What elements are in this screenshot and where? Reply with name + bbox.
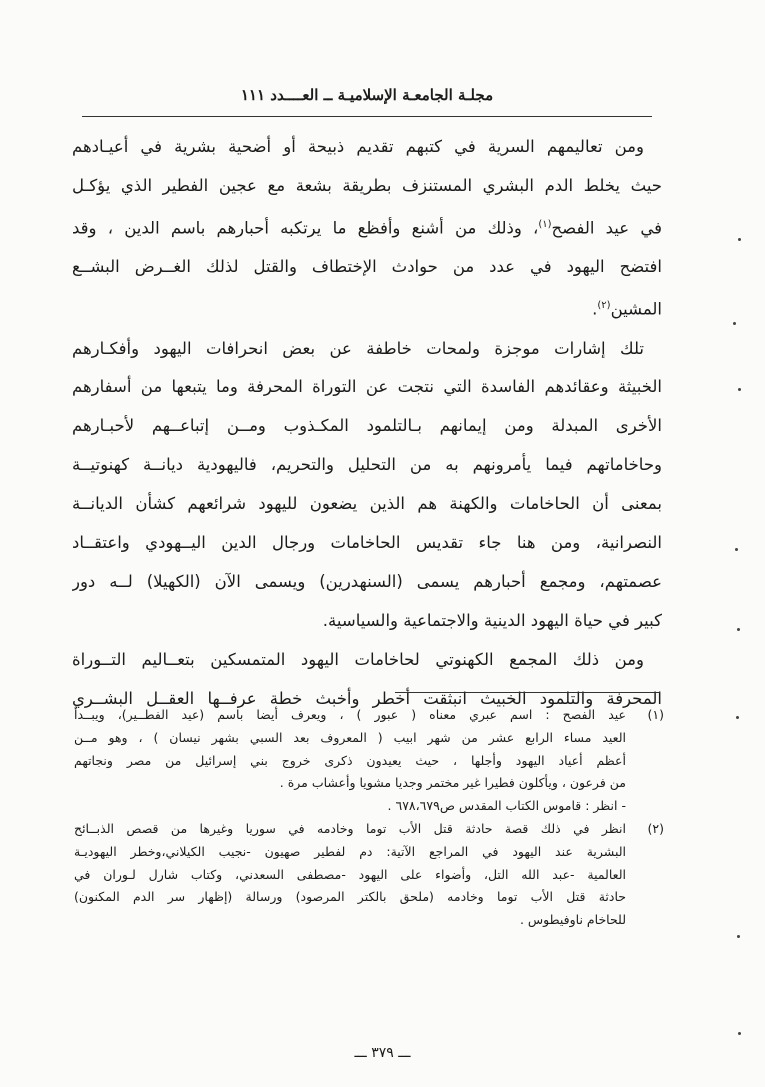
running-header: مجلـة الجامعـة الإسلاميـة ــ العــــدد ١١١	[240, 86, 494, 104]
footnote-ref: (١)	[538, 218, 552, 230]
footnote-1	[74, 704, 664, 818]
text-line: ومن ذلك المجمع الكهنوتي لحاخامات اليهود المتمسكين بتعــاليم التــوراة	[72, 649, 644, 669]
footnote-line: العالمية -عبد الله التل، وأضواء على اليهود -مصطفى السعدني، وكتاب شارل لـوران في	[74, 866, 626, 882]
scan-speck	[738, 238, 741, 241]
footnote-line: من فرعون ، ويأكلون فطيرا غير مختمر وجديا مشويا وأعشاب مرة .	[279, 775, 626, 791]
scan-speck	[733, 322, 736, 325]
text-line: وحاخاماتهم فيما يأمرونهم به من التحليل والتحريم، فاليهودية ديانــة كهنوتيــة	[72, 455, 662, 475]
text-line: الأخرى المبدلة ومن إيمانهم بـالتلمود المكـذوب ومــن إتباعــهم لأحبـارهم	[72, 416, 662, 436]
footnote-line: العيد مساء الرابع عشر من شهر ابيب ( المعروف بعد السبي بشهر نيسان ) ، وهو مــن	[74, 729, 626, 745]
text-line: المحرفة والتلمود الخبيث انبثقت أخطر وأخبث خطة عرفــها العقــل البشــري	[72, 688, 662, 708]
text-line: عصمتهم، ومجمع أحبارهم يسمى (السنهدرين) ويسمى الآن (الكهيلا) لــه دور	[72, 571, 662, 591]
text-line: تلك إشارات موجزة ولمحات خاطفة عن بعض انحرافات اليهود وأفكـارهم	[72, 338, 644, 358]
scan-speck	[735, 548, 738, 551]
page-number: ـــ ٣٧٩ ـــ	[354, 1045, 411, 1061]
footnote-line: حادثة قتل الأب توما وخادمه (ملحق بالكتر المرصود) ورسالة (إظهار سر الدم المكنون)	[74, 889, 626, 905]
header-rule	[82, 116, 652, 117]
footnote-ref: (٢)	[597, 300, 611, 312]
footnote-line: أعظم أعياد اليهود وأجلها ، حيث يعيدون ذكرى خروج بني إسرائيل من مصر ونجاتهم	[74, 752, 626, 768]
text-line: حيث يخلط الدم البشري المستنزف بطريقة بشعة مع عجين الفطير الذي يؤكـل	[72, 175, 662, 195]
footnote-line: عيد الفصح : اسم عبري معناه ( عبور ) ، ويعرف أيضا باسم (عيد الفطــير)، ويبــدأ	[74, 707, 626, 722]
footnote-line: - انظر : قاموس الكتاب المقدس ص٦٧٨،٦٧٩ .	[387, 798, 626, 814]
scan-speck	[736, 716, 739, 719]
footnote-number: (١)	[647, 707, 664, 722]
paragraph-1	[72, 128, 662, 330]
text-line: النصرانية، ومن هنا جاء تقديس الحاخامات ورجال الدين اليــهودي واعتقــاد	[72, 533, 662, 553]
footnotes	[74, 704, 664, 932]
text-line: كبير في حياة اليهود الدينية والاجتماعية والسياسية.	[322, 610, 662, 630]
text-line: في عيد الفصح$^{(١)}$، وذلك من أشنع وأفظع ما يرتكبه أحبارهم باسم الدين ، وقد	[72, 218, 662, 238]
scan-speck	[737, 628, 740, 631]
paragraph-2	[72, 330, 662, 641]
footnote-line: البشرية عند اليهود في المراجع الآتية: دم لفطير صهيون -نجيب الكيلاني،وخطر اليهوديـة	[74, 843, 626, 859]
main-text	[72, 128, 662, 719]
scan-speck	[738, 388, 741, 391]
scan-speck	[737, 935, 740, 938]
scan-speck	[738, 1032, 741, 1035]
footnote-2	[74, 818, 664, 932]
footnote-separator	[395, 692, 660, 693]
footnote-line: للحاخام ناوفيطوس .	[519, 912, 626, 928]
footnote-number: (٢)	[647, 820, 664, 836]
text-line: بمعنى أن الحاخامات والكهنة هم الذين يضعون لليهود شرائعهم كشأن الديانــة	[72, 494, 662, 514]
text-line: افتضح اليهود في عدد من حوادث الإختطاف والقتل لذلك الغــرض البشــع	[72, 257, 662, 277]
text-line: الخبيثة وعقائدهم الفاسدة التي نتجت عن التوراة المحرفة وما يتبعها من أسفارهم	[72, 377, 662, 397]
text-line: ومن تعاليمهم السرية في كتبهم تقديم ذبيحة أو أضحية بشرية في أعيـادهم	[72, 137, 644, 156]
text-line: المشين$^{(٢)}$.	[592, 299, 662, 319]
footnote-line: انظر في ذلك قصة حادثة قتل الأب توما وخادمه في سوريا وغيرها من قصص الذبــائح	[74, 820, 626, 836]
